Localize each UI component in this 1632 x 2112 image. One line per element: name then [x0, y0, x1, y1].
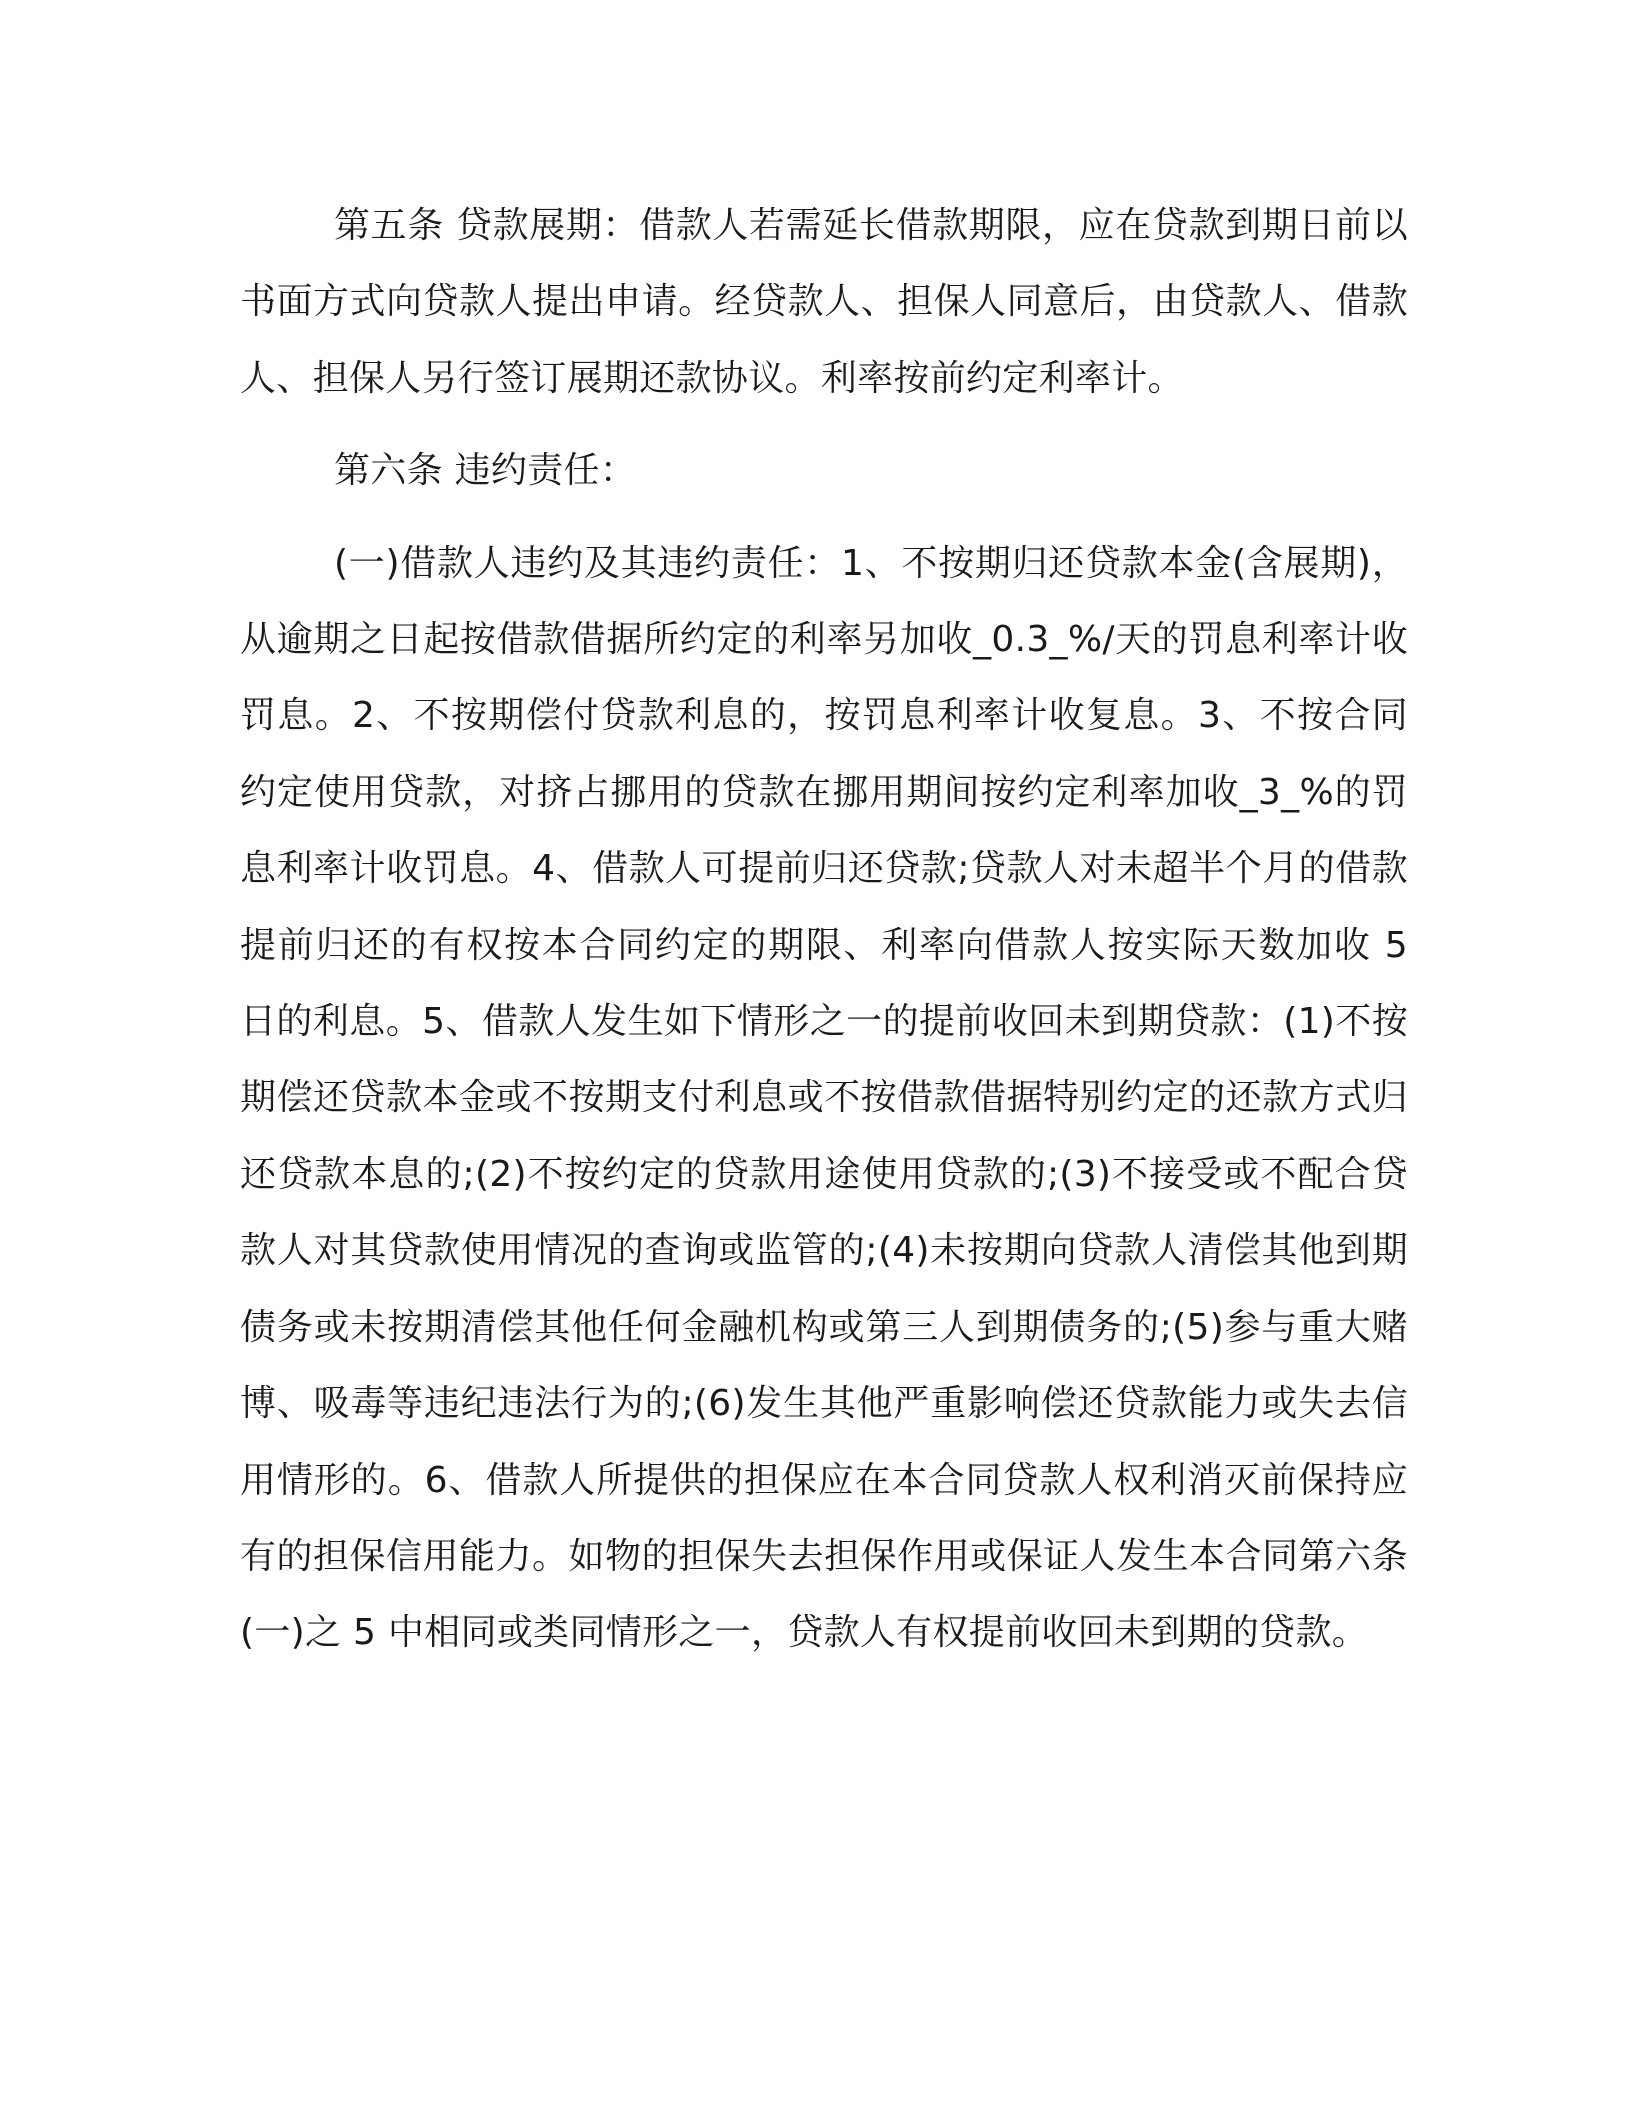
document-body: [240, 188, 1408, 1672]
article-6-heading: 第六条 违约责任：: [334, 450, 637, 492]
paragraph-spacer: [240, 417, 1408, 433]
paragraph-spacer: [240, 510, 1408, 526]
article-5-paragraph: 第五条 贷款展期：借款人若需延长借款期限，应在贷款到期日前以书面方式向贷款人提出申请。经贷款人、担保人同意后，由贷款人、借款人、担保人另行签订展期还款协议。利率按前约定利率计。: [240, 205, 1408, 399]
article-6-part-1-paragraph: (一)借款人违约及其违约责任：1、不按期归还贷款本金(含展期)，从逾期之日起按借款借据所约定的利率另加收_0.3_%/天的罚息利率计收罚息。2、不按期偿付贷款利息的，按罚息利率计收复息。3、不按合同约定使用贷款，对挤占挪用的贷款在挪用期间按约定利率加收_3_%的罚息利率计收罚息。4、借款人可提前归还贷款;贷款人对未超半个月的借款提前归还的有权按本合同约定的期限、利率向借款人按实际天数加收 5 日的利息。5、借款人发生如下情形之一的提前收回未到期贷款：(1)不按期偿还贷款本金或不按期支付利息或不按借款借据特别约定的还款方式归还贷款本息的;(2)不按约定的贷款用途使用贷款的;(3)不接受或不配合贷款人对其贷款使用情况的查询或监管的;(4)未按期向贷款人清偿其他到期债务或未按期清偿其他任何金融机构或第三人到期债务的;(5)参与重大赌博、吸毒等违纪违法行为的;(6)发生其他严重影响偿还贷款能力或失去信用情形的。6、借款人所提供的担保应在本合同贷款人权利消灭前保持应有的担保信用能力。如物的担保失去担保作用或保证人发生本合同第六条(一)之 5 中相同或类同情形之一，贷款人有权提前收回未到期的贷款。: [240, 542, 1408, 1654]
